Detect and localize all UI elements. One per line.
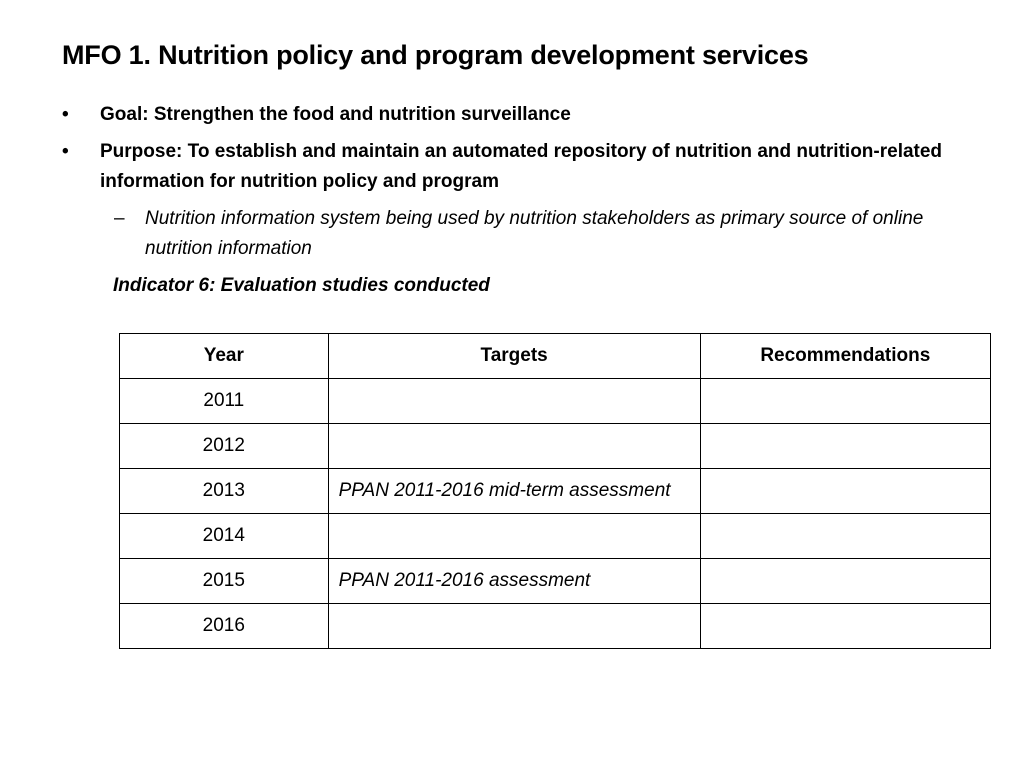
header-recommendations: Recommendations — [700, 334, 990, 379]
cell-target — [328, 604, 700, 649]
indicator-label: Indicator 6: Evaluation studies conducted — [113, 275, 490, 296]
bullet-purpose-text: Purpose: To establish and maintain an automated repository of nutrition and nutrition-related information for nutrition policy and program — [100, 141, 943, 192]
cell-year: 2013 — [120, 469, 329, 514]
table-row — [120, 424, 991, 469]
header-targets: Targets — [328, 334, 700, 379]
sub-bullet-marker: – — [114, 208, 125, 229]
sub-bullet-text: Nutrition information system being used by nutrition stakeholders as primary source of online nutrition information — [145, 208, 924, 259]
sub-bullet-nis — [62, 204, 945, 264]
table-row — [120, 559, 991, 604]
table-header-row — [120, 334, 991, 379]
cell-year: 2012 — [120, 424, 329, 469]
cell-year: 2016 — [120, 604, 329, 649]
header-year: Year — [120, 334, 329, 379]
bullet-marker: • — [62, 104, 69, 125]
cell-target — [328, 424, 700, 469]
cell-recommendation — [700, 514, 990, 559]
bullet-goal-text: Goal: Strengthen the food and nutrition surveillance — [100, 104, 571, 125]
cell-recommendation — [700, 379, 990, 424]
cell-recommendation — [700, 469, 990, 514]
bullet-purpose — [62, 137, 962, 197]
slide-title: MFO 1. Nutrition policy and program development services — [62, 40, 809, 70]
cell-target — [328, 379, 700, 424]
bullet-goal — [62, 100, 962, 130]
bullet-list — [62, 100, 962, 301]
bullet-marker: • — [62, 141, 69, 162]
cell-recommendation — [700, 604, 990, 649]
cell-target — [328, 514, 700, 559]
cell-target: PPAN 2011-2016 mid-term assessment — [328, 469, 700, 514]
cell-year: 2015 — [120, 559, 329, 604]
cell-target: PPAN 2011-2016 assessment — [328, 559, 700, 604]
table-row — [120, 379, 991, 424]
cell-year: 2014 — [120, 514, 329, 559]
table-row — [120, 469, 991, 514]
cell-year: 2011 — [120, 379, 329, 424]
cell-recommendation — [700, 559, 990, 604]
table-row — [120, 514, 991, 559]
cell-recommendation — [700, 424, 990, 469]
targets-table — [119, 333, 991, 649]
table-row — [120, 604, 991, 649]
